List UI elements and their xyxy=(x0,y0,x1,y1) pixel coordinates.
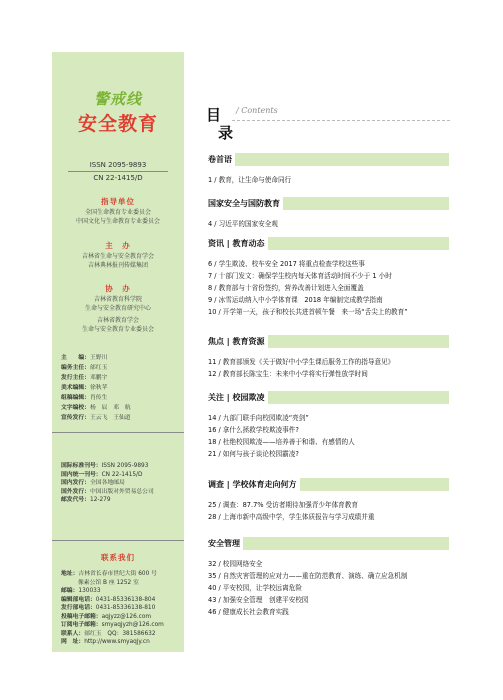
staff-row: 美术编辑：徐秋苹 xyxy=(61,385,108,391)
divider xyxy=(68,171,168,172)
toc-entry[interactable]: 10 / 开学第一天，孩子和校长共进首顿午餐 来一场“舌尖上的教育” xyxy=(208,308,408,316)
issn-text: ISSN 2095-9893 xyxy=(89,161,147,169)
header-rule xyxy=(232,120,450,121)
pub-row: 国外发行：中国出版对外贸易总公司 xyxy=(61,488,154,495)
staff-row: 宣传发行：王云飞 王仙道 xyxy=(61,415,131,421)
pub-row: 邮发代号：12-279 xyxy=(61,497,111,503)
toc-section-header xyxy=(205,153,449,166)
co-heading: 协 办 xyxy=(105,284,131,293)
toc-entry[interactable]: 16 / 拿什么拯救学校欺凌事件? xyxy=(208,426,299,434)
guidance-heading: 指导单位 xyxy=(101,197,135,206)
toc-section-header xyxy=(205,537,449,550)
section-label: 关注 | 校园欺凌 xyxy=(205,391,268,404)
pub-row: 国际标准刊号：ISSN 2095-9893 xyxy=(61,463,149,469)
contact-heading: 联系我们 xyxy=(101,553,135,562)
contents-label: / Contents xyxy=(236,106,278,115)
co-org: 吉林省教育学会 xyxy=(96,317,139,324)
toc-entry[interactable]: 28 / 上海市新中高级中学，学生体质报告与学习成绩并重 xyxy=(208,513,375,521)
divider xyxy=(52,432,184,433)
brand-title: 安全教育 xyxy=(77,113,158,135)
toc-entry[interactable]: 4 / 习近平的国家安全观 xyxy=(208,220,278,228)
toc-section-header xyxy=(205,478,449,491)
section-label: 调查 | 学校体育走向何方 xyxy=(205,478,300,491)
toc-entry[interactable]: 46 / 健康成长社会教育实践 xyxy=(208,608,289,616)
toc-entry[interactable]: 9 / 冰雪运动纳入中小学体育课 2018 年编制完成教学指南 xyxy=(208,296,383,304)
guidance-org: 中国文化与生命教育专业委员会 xyxy=(75,218,160,225)
toc-section-header xyxy=(205,335,449,348)
staff-row: 主 编：王野川 xyxy=(61,355,108,361)
staff-row: 编务主任：邰红玉 xyxy=(61,365,108,371)
toc-entry[interactable]: 32 / 校园网络安全 xyxy=(208,560,263,568)
toc-entry[interactable]: 14 / 九部门联手向校园欺凌“亮剑” xyxy=(208,414,309,422)
toc-entry[interactable]: 40 / 平安校园，让学校远离危险 xyxy=(208,584,302,592)
section-label: 安全管理 xyxy=(205,537,243,550)
pub-row: 国内统一刊号：CN 22-1415/D xyxy=(61,471,143,478)
staff-row: 发行主任：邓鹏宇 xyxy=(61,375,108,381)
co-org: 生命与安全教育专业委员会 xyxy=(81,326,154,333)
toc-entry[interactable]: 18 / 杜绝校园欺凌——培养善于和谐、有感情的人 xyxy=(208,438,355,446)
guidance-org: 全国生命教育专业委员会 xyxy=(84,209,151,216)
toc-entry[interactable]: 12 / 教育部长陈宝生：未来中小学将实行弹性放学时间 xyxy=(208,370,368,378)
co-org: 生命与安全教育研究中心 xyxy=(84,305,151,312)
brand-subtitle: 警戒线 xyxy=(93,90,142,108)
staff-row: 文字编校：杨 辰 邓 航 xyxy=(61,405,131,411)
toc-section-header xyxy=(205,391,449,404)
toc-entry[interactable]: 6 / 学生欺凌、校车安全 2017 将重点检查学校这些事 xyxy=(208,260,365,268)
masthead-panel xyxy=(52,52,184,652)
host-org: 吉林典林报刊传媒集团 xyxy=(87,262,148,269)
toc-entry[interactable]: 25 / 调查：87.7% 受访者期待加强青少年体育教育 xyxy=(208,501,358,509)
divider xyxy=(52,540,184,541)
section-label: 国家安全与国防教育 xyxy=(205,197,283,210)
toc-entry[interactable]: 35 / 自然灾害管理的应对力——重在防范教育、演练、确立应急机制 xyxy=(208,572,408,580)
section-bar xyxy=(205,153,449,166)
toc-section-header xyxy=(205,197,449,210)
toc-entry[interactable]: 1 / 教育，让生命与使命同行 xyxy=(208,176,292,184)
contact-block: 地址：吉林省长春市世纪大街 600 号 像素公馆 B 座 1252 室 邮编：130033 编辑部电话：0431-85336138-804 发行部电话：0431-85336138-810 投稿电子邮箱：aqjyzz@126.com 订阅电子邮箱：smyaqjyzh@126.com 联系人：邰红玉 QQ：381586632 网 址：http://www.smyaqjy.cn xyxy=(61,571,164,645)
toc-entry[interactable]: 7 / 十部门发文：确保学生校内每天体育活动时间不少于 1 小时 xyxy=(208,272,392,280)
toc-entry[interactable]: 21 / 如何与孩子谈论校园霸凌? xyxy=(208,450,299,458)
pub-row: 国内发行：全国各地邮局 xyxy=(61,480,125,486)
co-org: 吉林省教育科学院 xyxy=(93,296,142,303)
toc-entry[interactable]: 8 / 教育部与十省份签约，营养改善计划进入全面覆盖 xyxy=(208,284,364,292)
toc-section-header xyxy=(205,237,449,250)
toc-title-second: 录 xyxy=(218,124,234,142)
cn-text: CN 22-1415/D xyxy=(93,174,143,182)
section-label: 焦点 | 教育资源 xyxy=(205,335,268,348)
staff-list xyxy=(61,353,181,423)
staff-row: 组稿编辑：肖传生 xyxy=(61,395,108,401)
publication-info xyxy=(61,462,181,505)
toc-entry[interactable]: 43 / 加强安全管理 创建平安校园 xyxy=(208,596,309,604)
host-org: 吉林省生命与安全教育学会 xyxy=(81,253,154,260)
section-label: 资讯 | 教育动态 xyxy=(205,237,268,250)
host-heading: 主 办 xyxy=(105,241,131,250)
toc-title: 目 xyxy=(206,106,222,124)
section-label: 卷首语 xyxy=(205,153,235,166)
toc-entry[interactable]: 11 / 教育部颁发《关于做好中小学生课后服务工作的指导意见》 xyxy=(208,358,395,366)
